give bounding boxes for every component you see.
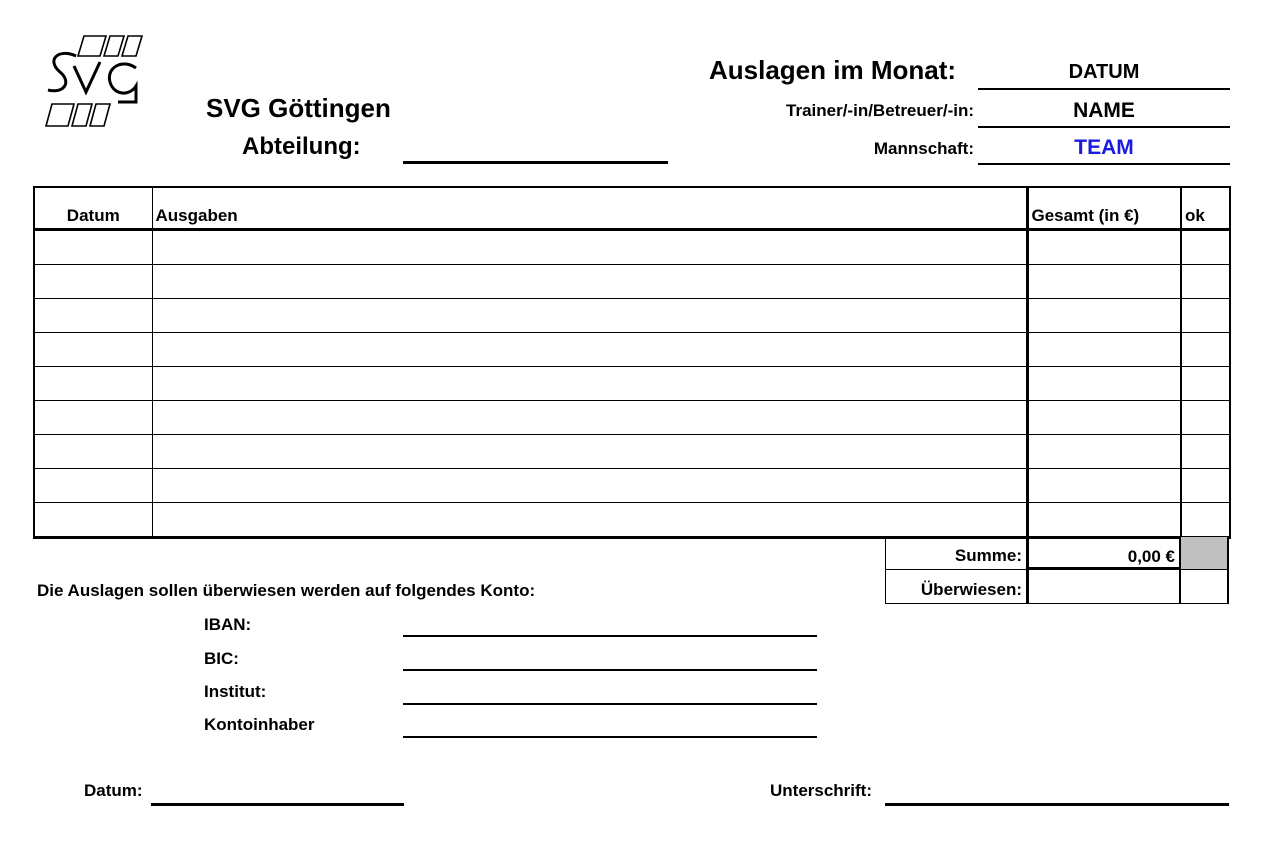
- cell-date[interactable]: [34, 469, 152, 503]
- bank-intro-text: Die Auslagen sollen überwiesen werden auf folgendes Konto:: [37, 581, 536, 600]
- cell-ok[interactable]: [1181, 367, 1230, 401]
- cell-date[interactable]: [34, 299, 152, 333]
- cell-expense[interactable]: [152, 265, 1027, 299]
- cell-expense[interactable]: [152, 333, 1027, 367]
- month-underline: [978, 88, 1230, 90]
- cell-total[interactable]: [1027, 503, 1181, 538]
- date-field[interactable]: [151, 803, 404, 806]
- date-label: Datum:: [84, 781, 143, 800]
- team-underline: [978, 163, 1230, 165]
- cell-ok[interactable]: [1181, 503, 1230, 538]
- cell-expense[interactable]: [152, 299, 1027, 333]
- table-row: [34, 333, 1230, 367]
- iban-label: IBAN:: [204, 615, 252, 634]
- cell-ok[interactable]: [1181, 230, 1230, 265]
- cell-expense[interactable]: [152, 367, 1027, 401]
- signature-field[interactable]: [885, 803, 1229, 806]
- cell-expense[interactable]: [152, 401, 1027, 435]
- account-holder-field[interactable]: [403, 736, 817, 738]
- expense-table: [33, 186, 1231, 539]
- cell-date[interactable]: [34, 333, 152, 367]
- transferred-label-cell: [885, 569, 1027, 604]
- cell-ok[interactable]: [1181, 469, 1230, 503]
- bic-field[interactable]: [403, 669, 817, 671]
- cell-ok[interactable]: [1181, 333, 1230, 367]
- cell-date[interactable]: [34, 230, 152, 265]
- column-header-expenses: Ausgaben: [152, 187, 1027, 230]
- cell-expense[interactable]: [152, 230, 1027, 265]
- cell-total[interactable]: [1027, 367, 1181, 401]
- cell-ok[interactable]: [1181, 435, 1230, 469]
- table-row: [34, 469, 1230, 503]
- cell-expense[interactable]: [152, 435, 1027, 469]
- iban-field[interactable]: [403, 635, 817, 637]
- column-header-ok: ok: [1181, 187, 1230, 230]
- cell-date[interactable]: [34, 401, 152, 435]
- bic-label: BIC:: [204, 649, 239, 668]
- table-header-row: [34, 187, 1230, 230]
- cell-date[interactable]: [34, 367, 152, 401]
- table-row: [34, 299, 1230, 333]
- table-row: [34, 503, 1230, 538]
- institute-label: Institut:: [204, 682, 267, 701]
- cell-total[interactable]: [1027, 265, 1181, 299]
- cell-date[interactable]: [34, 265, 152, 299]
- cell-date[interactable]: [34, 435, 152, 469]
- column-header-total: Gesamt (in €): [1027, 187, 1181, 230]
- trainer-underline: [978, 126, 1230, 128]
- logo-text: SVG: [38, 34, 41, 35]
- sum-label-cell: [885, 536, 1027, 570]
- account-holder-label: Kontoinhaber: [204, 715, 315, 734]
- signature-label: Unterschrift:: [770, 781, 873, 800]
- cell-expense[interactable]: [152, 503, 1027, 538]
- department-field[interactable]: [403, 161, 668, 164]
- transferred-label: Überwiesen:: [920, 580, 1022, 599]
- month-value[interactable]: DATUM: [1068, 61, 1140, 83]
- cell-total[interactable]: [1027, 469, 1181, 503]
- trainer-label: Trainer/-in/Betreuer/-in:: [786, 101, 974, 120]
- cell-date[interactable]: [34, 503, 152, 538]
- cell-total[interactable]: [1027, 401, 1181, 435]
- team-value[interactable]: TEAM: [1074, 136, 1134, 159]
- sum-ok-cell: [1180, 536, 1229, 570]
- table-row: [34, 367, 1230, 401]
- department-label: Abteilung:: [242, 133, 361, 160]
- cell-total[interactable]: [1027, 299, 1181, 333]
- trainer-value[interactable]: NAME: [1073, 99, 1135, 122]
- cell-ok[interactable]: [1181, 265, 1230, 299]
- transferred-value-cell[interactable]: [1026, 569, 1181, 604]
- team-label: Mannschaft:: [873, 139, 974, 158]
- transferred-ok-cell[interactable]: [1180, 569, 1229, 604]
- cell-total[interactable]: [1027, 333, 1181, 367]
- cell-total[interactable]: [1027, 435, 1181, 469]
- month-label: Auslagen im Monat:: [709, 55, 957, 85]
- cell-expense[interactable]: [152, 469, 1027, 503]
- sum-label: Summe:: [954, 546, 1022, 565]
- institute-field[interactable]: [403, 703, 817, 705]
- table-row: [34, 401, 1230, 435]
- table-row: [34, 230, 1230, 265]
- club-name: SVG Göttingen: [206, 93, 391, 123]
- sum-value-cell: [1026, 536, 1181, 570]
- column-header-date: Datum: [34, 187, 152, 230]
- table-row: [34, 265, 1230, 299]
- cell-ok[interactable]: [1181, 299, 1230, 333]
- sum-value: 0,00 €: [1127, 547, 1175, 566]
- cell-total[interactable]: [1027, 230, 1181, 265]
- cell-ok[interactable]: [1181, 401, 1230, 435]
- svg-club-logo: [38, 34, 150, 130]
- table-row: [34, 435, 1230, 469]
